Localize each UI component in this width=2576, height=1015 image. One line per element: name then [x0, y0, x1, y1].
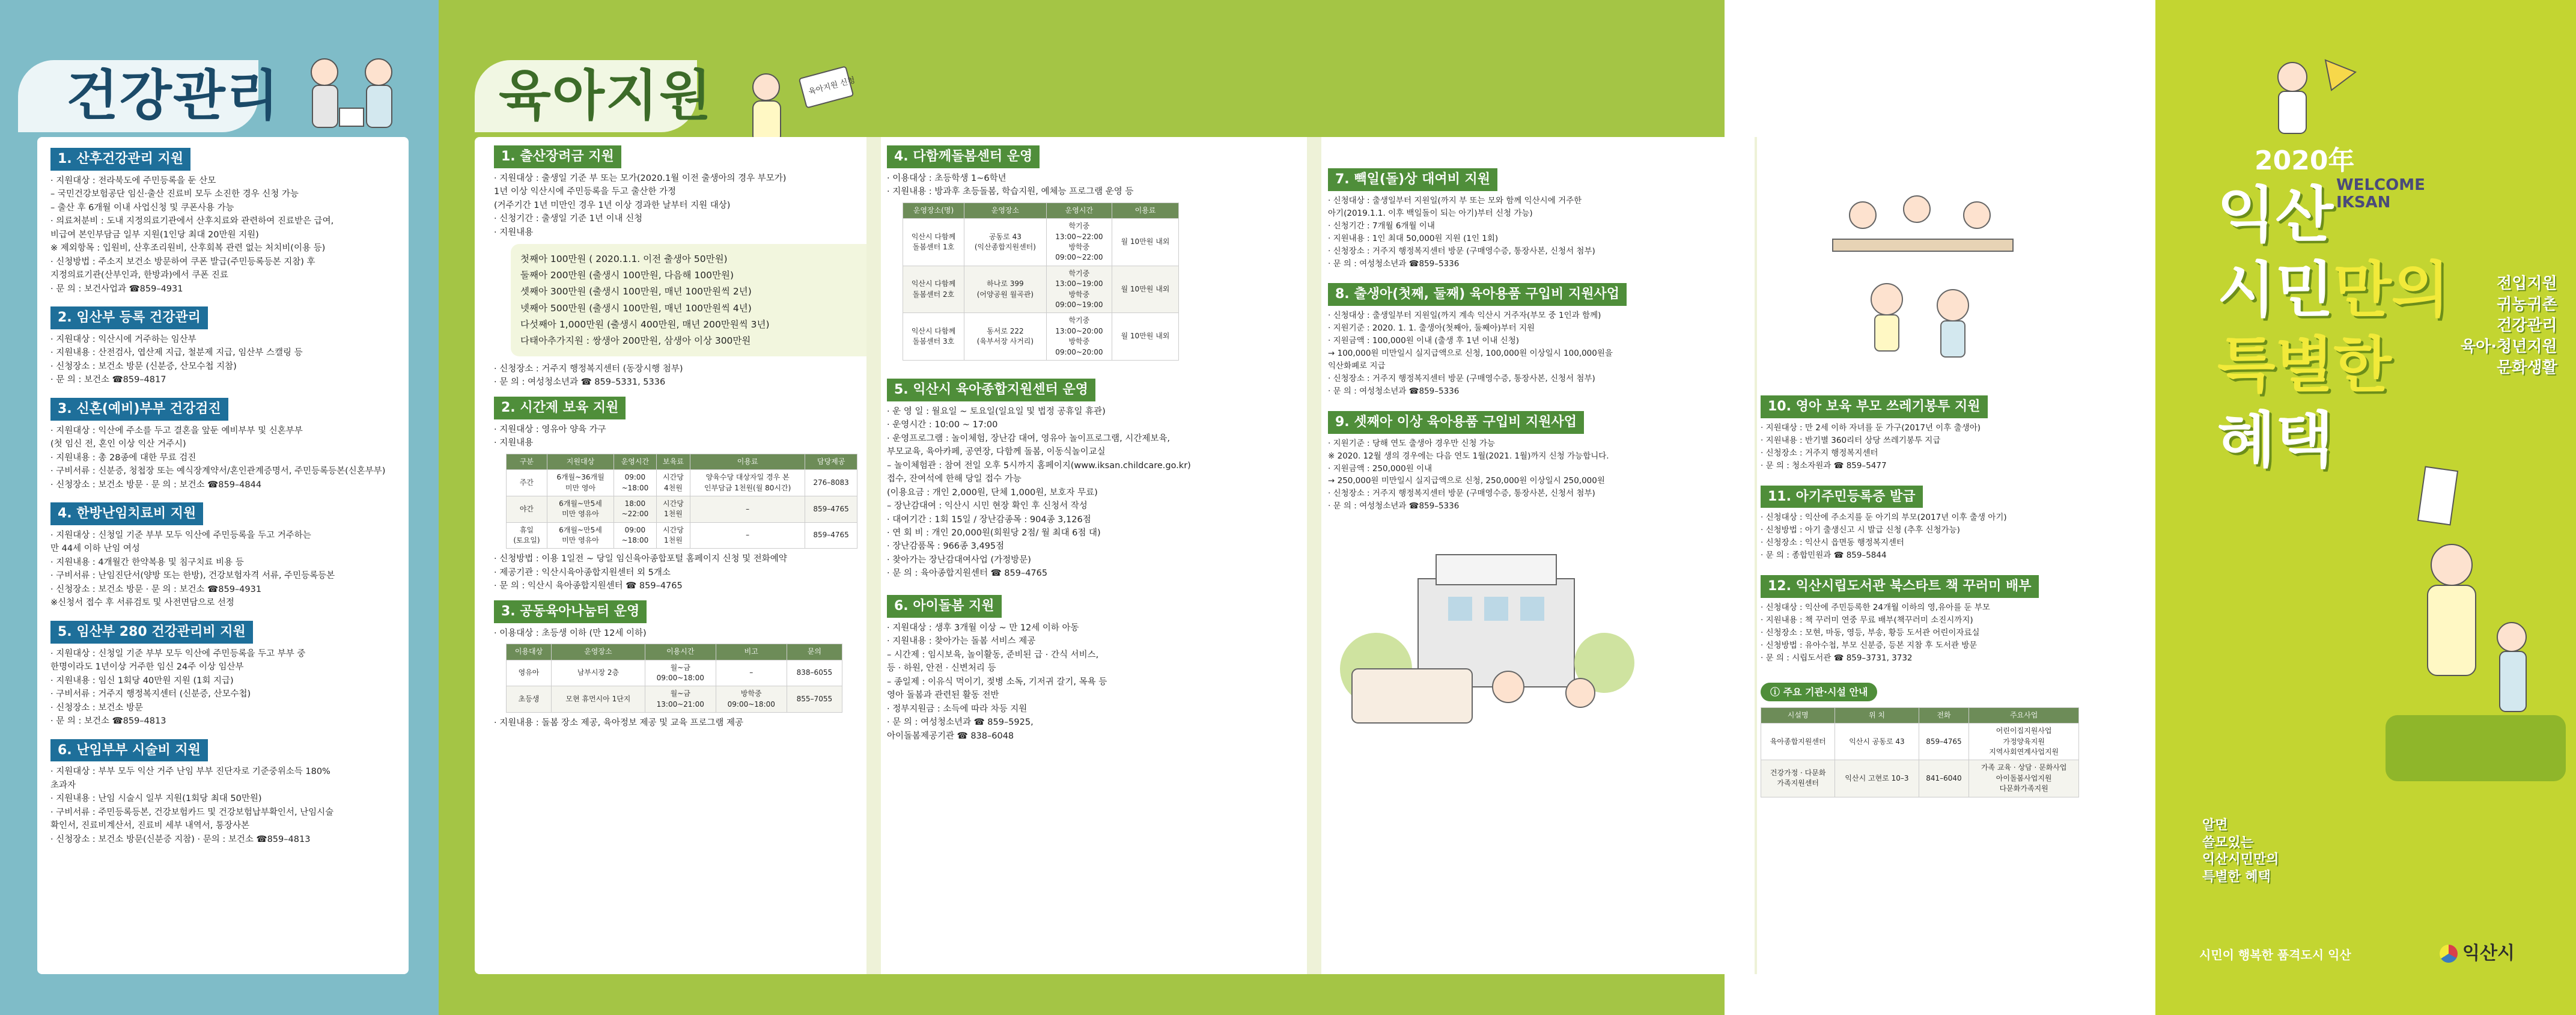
logo — [2440, 940, 2515, 967]
section-body: · 지원대상 : 만 2세 이하 자녀를 둔 가구(2017년 이후 출생아) · 지원내용 : 반기별 360리터 상당 쓰레기봉투 지급 · 신청장소 : 거주지 행정복지센터 · 문 의 : 청소자원과 ☎ 859–5477 — [1761, 422, 1981, 471]
cover-tagline: 알면 쓸모있는 익산시민만의 특별한 혜택 — [2202, 818, 2279, 885]
section-body: · 지원대상 : 생후 3개월 이상 ~ 만 12세 이하 아동 · 지원내용 : 찾아가는 돌봄 서비스 제공 – 시간제 : 임시보육, 놀이활동, 준비된 급 · 간식 서비스, 등 · 하원, 안전 · 신변처리 등 – 종일제 : 이유식 먹이기, 젖병 소독, 기저귀 갈기, 목욕 등 영아 돌봄과 관련된 활동 전반 · 정부지원금 : 소득에 따라 차등 지원 · 문 의 : 여성청소년과 ☎ 859–5925, 아이돌봄제공기관 ☎ 838–6048 — [887, 623, 1107, 741]
table-cell: – — [716, 660, 787, 686]
table-cell: 276–8083 — [805, 470, 857, 496]
table-cell: 익산시 고현로 10–3 — [1835, 760, 1919, 797]
family-dining-illustration — [1797, 161, 2049, 365]
table-cell: 가족 교육 · 상담 · 문화사업 아이돌봄사업지원 다문화가족지원 — [1969, 760, 2079, 797]
column-divider — [1755, 137, 1757, 974]
table-cell: 6개월~만5세 미만 영유아 — [547, 522, 614, 549]
health-card — [37, 137, 409, 974]
table-cell: 시간당 4천원 — [656, 470, 690, 496]
table-cell: 18:00 ~22:00 — [614, 496, 657, 522]
table-cell: 학기중 13:00~22:00 방학중 09:00~22:00 — [1046, 219, 1112, 266]
table-cell: 육아종합지원센터 — [1761, 724, 1835, 760]
cover-family-illustration — [2386, 457, 2566, 793]
cover-line2-b: 만의 — [2333, 255, 2450, 325]
health-section — [50, 739, 395, 847]
cover-categories: 전입지원 귀농귀촌 건강관리 육아·청년지원 문화생활 — [2461, 275, 2557, 377]
table-cell: 남부시장 2층 — [552, 660, 645, 686]
table-cell: 859–4765 — [805, 522, 857, 549]
table-cell: 익산시 다함께 돌봄센터 1호 — [903, 219, 964, 266]
section-body: · 지원대상 : 익산시에 거주하는 임산부 · 지원내용 : 산전검사, 엽산제 지급, 철분제 지급, 임산부 스캘링 등 · 신청장소 : 보건소 방문 (신분증, 산모수첩 지참) · 문 의 : 보건소 ☎859–4817 — [50, 335, 303, 385]
table-cell: – — [690, 496, 805, 522]
cover-year: 2020年 — [2255, 145, 2355, 176]
co-parenting-table — [506, 644, 842, 713]
cover-slogan: 시민이 행복한 품격도시 익산 — [2199, 948, 2351, 962]
table-cell: 월~금 13:00~21:00 — [645, 686, 716, 713]
section-title: 9. 셋째아 이상 육아용품 구입비 지원사업 — [1328, 411, 1584, 434]
section-body: · 지원대상 : 영유아 양육 가구 · 지원내용 — [494, 424, 606, 448]
application-note: 육아지원 신청 — [808, 76, 856, 97]
care-center-table — [903, 203, 1179, 361]
childcare-title: 육아지원 — [499, 64, 713, 127]
section-title: 11. 아기주민등록증 발급 — [1761, 486, 1923, 508]
table-cell: 학기중 13:00~20:00 방학중 09:00~20:00 — [1046, 313, 1112, 361]
table-row — [1761, 724, 2079, 760]
table-cell: 양육수당 대상자일 경우 본 인부담금 1천원(월 80시간) — [690, 470, 805, 496]
section-title: 4. 한방난임치료비 지원 — [50, 502, 203, 525]
table-header: 시설명 — [1761, 707, 1835, 723]
cover-welcome: WELCOME IKSAN — [2336, 176, 2425, 212]
section-footer: · 신청장소 : 거주지 행정복지센터 (동장시행 첨부) · 문 의 : 여성청소년과 ☎ 859–5331, 5336 — [494, 364, 683, 388]
table-cell: 09:00 ~18:00 — [614, 470, 657, 496]
section-title: 2. 임산부 등록 건강관리 — [50, 306, 208, 329]
section-body: · 신청대상 : 출생일부터 지원일(까지 계속 익산시 거주자(부모 중 1인과 함께) · 지원기준 : 2020. 1. 1. 출생아(첫째아, 둘째아)부터 지원 · 지원금액 : 100,000원 이내 (출생 후 1년 이내 신청) → 100,000원 미만일시 실지급액으로 신청, 100,000원 이상일시 100,000원을 익산화폐로 지급 · 신청장소 : 거주지 행정복지센터 방문 (구매영수증, 통장사본, 신청서 첨부) · 문 의 : 여성청소년과 ☎859–5336 — [1328, 311, 1613, 396]
table-row — [507, 686, 842, 713]
column-2 — [887, 137, 1283, 974]
table-cell: 방학중 09:00~18:00 — [716, 686, 787, 713]
table-cell: 841–6040 — [1919, 760, 1969, 797]
logo-text: 익산시 — [2462, 943, 2515, 964]
table-cell: 859–4765 — [1919, 724, 1969, 760]
health-section — [50, 306, 395, 387]
section-body: · 지원대상 : 신청일 기준 부부 모두 익산에 주민등록을 두고 부부 중 한명이라도 1년이상 거주한 임신 24주 이상 임산부 · 지원내용 : 임신 1회당 40만원 지원 (1회 지급) · 구비서류 : 거주지 행정복지센터 (신분증, 산모수첩) · 신청장소 : 보건소 방문 · 문 의 : 보건소 ☎859–4813 — [50, 648, 306, 727]
table-cell: 휴일 (토요일) — [507, 522, 547, 549]
section-body: · 지원대상 : 전라북도에 주민등록을 둔 산모 – 국민건강보험공단 임신·출산 진료비 모두 소진한 경우 신청 가능 – 출산 후 6개월 이내 사업신청 및 쿠폰사용 가능 · 의료처분비 : 도내 지정의료기관에서 산후치료와 관련하여 진료받은 급여, 비급여 본인부담금 일부 지원(1인당 최대 20만원 지원) ※ 제외항목 : 입원비, 산후조리원비, 산후회복 관련 없는 처치비(이용 등) · 신청방법 : 주소지 보건소 방문하여 쿠폰 발급(주민등록등본 지참) 후 지정의료기관(산부인과, 한방과)에서 쿠폰 진료 · 문 의 : 보건사업과 ☎859–4931 — [50, 175, 334, 294]
section-title: 6. 난임부부 시술비 지원 — [50, 739, 208, 762]
table-header: 전화 — [1919, 707, 1969, 723]
table-row — [507, 470, 857, 496]
table-row — [1761, 760, 2079, 797]
table-row — [507, 522, 857, 549]
table-cell: 09:00 ~18:00 — [614, 522, 657, 549]
table-cell: 859–4765 — [805, 496, 857, 522]
table-cell: 모현 휴먼시아 1단지 — [552, 686, 645, 713]
table-header: 운영장소(명) — [903, 203, 964, 218]
table-cell: 시간당 1천원 — [656, 522, 690, 549]
table-row — [507, 660, 842, 686]
table-cell: 월~금 09:00~18:00 — [645, 660, 716, 686]
table-header: 운영시간 — [1046, 203, 1112, 218]
table-cell: 시간당 1천원 — [656, 496, 690, 522]
section-title: 10. 영아 보육 부모 쓰레기봉투 지원 — [1761, 395, 1988, 418]
table-cell: 월 10만원 내외 — [1112, 313, 1178, 361]
table-cell: 익산시 다함께 돌봄센터 2호 — [903, 266, 964, 313]
table-row — [507, 496, 857, 522]
table-cell: 학기중 13:00~19:00 방학중 09:00~19:00 — [1046, 266, 1112, 313]
section-title: 2. 시간제 보육 지원 — [494, 397, 626, 419]
table-cell: 동서로 222 (육부서장 사거리) — [964, 313, 1047, 361]
section-footer: · 지원내용 : 돌봄 장소 제공, 육아정보 제공 및 교육 프로그램 제공 — [494, 718, 743, 728]
table-row — [903, 266, 1179, 313]
childcare-card — [475, 137, 2155, 974]
table-cell: 838–6055 — [787, 660, 842, 686]
table-header: 주요사업 — [1969, 707, 2079, 723]
table-header: 운영시간 — [614, 454, 657, 469]
table-cell: – — [690, 522, 805, 549]
health-section — [50, 398, 395, 492]
table-cell: 익산시 다함께 돌봄센터 3호 — [903, 313, 964, 361]
section-title: 3. 공동육아나눔터 운영 — [494, 600, 647, 623]
section-title: 1. 산후건강관리 지원 — [50, 148, 190, 171]
table-header: 이용료 — [690, 454, 805, 469]
birth-grant-box: 첫째아 100만원 ( 2020.1.1. 이전 출생아 50만원) 둘째아 200만원 (출생시 100만원, 다음해 100만원) 셋째아 300만원 (출생시 100만원, 매년 100만원씩 2년) 넷째아 500만원 (출생시 100만원, 매년 100만원씩 4년) 다섯째아 1,000만원 (출생시 400만원, 매년 200만원씩 3년) 다태아추가지원 : 쌍생아 200만원, 삼생아 이상 300만원 — [511, 244, 878, 356]
column-divider — [1307, 137, 1321, 974]
table-header: 문의 — [787, 644, 842, 660]
facility-info-title: ⓘ 주요 기관·시설 안내 — [1761, 683, 1877, 701]
section-title: 5. 익산시 육아종합지원센터 운영 — [887, 379, 1095, 401]
table-header: 운영장소 — [964, 203, 1047, 218]
table-cell: 어린이집지원사업 가정양육지원 지역사회연계사업지원 — [1969, 724, 2079, 760]
facility-table — [1761, 707, 2079, 797]
section-title: 12. 익산시립도서관 북스타트 책 꾸러미 배부 — [1761, 575, 2039, 598]
section-title: 7. 빽일(돌)상 대여비 지원 — [1328, 168, 1497, 191]
section-body: · 이용대상 : 초등학생 1~6학년 · 지원내용 : 방과후 초등돌봄, 학습지원, 예체능 프로그램 운영 등 — [887, 173, 1134, 197]
section-body: · 신청대상 : 출생일부터 지원일(까지 부 또는 모와 함께 익산시에 거주한 아기(2019.1.1. 이후 백일돌이 되는 아기)부터 신청 가능) · 신청기간 : 7개월 6개월 이내 · 지원내용 : 1인 최대 50,000원 지원 (1인 1회) · 신청장소 : 거주지 행정복지센터 방문 (구매영수증, 통장사본, 신청서 첨부) · 문 의 : 여성청소년과 ☎859–5336 — [1328, 195, 1595, 269]
table-row — [903, 219, 1179, 266]
section-body: · 이용대상 : 초등생 이하 (만 12세 이하) — [494, 628, 647, 638]
table-cell: 초등생 — [507, 686, 552, 713]
section-title: 5. 임산부 280 건강관리비 지원 — [50, 621, 253, 644]
health-section — [50, 621, 395, 728]
column-3 — [1328, 137, 1743, 974]
table-header: 구분 — [507, 454, 547, 469]
table-cell: 6개월~36개월 미만 영아 — [547, 470, 614, 496]
table-header: 운영장소 — [552, 644, 645, 660]
table-cell: 야간 — [507, 496, 547, 522]
table-cell: 하나로 399 (어양공원 월곡관) — [964, 266, 1047, 313]
section-body: · 운 영 일 : 월요일 ~ 토요일(일요일 및 법정 공휴일 휴관) · 운영시간 : 10:00 ~ 17:00 · 운영프로그램 : 놀이체험, 장난감 대여, 영유아 놀이프로그램, 시간제보육, 부모교육, 육아카페, 공연장, 다함께 돌봄, 이동식놀이교실 – 놀이체험관 : 참여 전일 오후 5시까지 홈페이지(www.iksan.childcare.go.kr) 접수, 잔여석에 한해 당일 접수 가능 (이용요금 : 개인 2,000원, 단체 1,000원, 보호자 무료) – 장난감대여 : 익산시 시민 현장 확인 후 신청서 작성 · 대여기간 : 1회 15일 / 장난감종목 : 904종 3,126점 · 연 회 비 : 개인 20,000원(회원당 2점/ 월 최대 6점 대) · 장난감품목 : 966종 3,495점 · 찾아가는 장난감대여사업 (가정방문) · 문 의 : 육아종합지원센터 ☎ 859–4765 — [887, 406, 1191, 579]
section-body: · 신청대상 : 익산에 주민등록한 24개월 이하의 영,유아를 둔 부모 · 지원내용 : 책 꾸러미 연중 무료 배부(책꾸러미 소진시까지) · 신청장소 : 모현, 마동, 영등, 부송, 황등 도서관 어린이자료실 · 신청방법 : 유아수첩, 부모 신분증, 등본 지참 후 도서관 방문 · 문 의 : 시립도서관 ☎ 859–3731, 3732 — [1761, 603, 1990, 663]
cover-line3: 특별한 — [2217, 330, 2392, 400]
section-body: · 지원대상 : 부부 모두 익산 거주 난임 부부 진단자로 기준중위소득 180% 초과자 · 지원내용 : 난임 시술시 일부 지원(1회당 최대 50만원) · 구비서류 : 주민등록등본, 건강보험카드 및 건강보험납부확인서, 난임시술 확인서, 진료비계산서, 진료비 세부 내역서, 통장사본 · 신청장소 : 보건소 방문(신분증 지참) · 문의 : 보건소 ☎859–4813 — [50, 767, 334, 844]
table-cell: 주간 — [507, 470, 547, 496]
table-row — [903, 313, 1179, 361]
center-building-illustration — [1328, 531, 1640, 729]
table-header: 비고 — [716, 644, 787, 660]
health-section — [50, 502, 395, 610]
table-cell: 건강가정 · 다문화 가족지원센터 — [1761, 760, 1835, 797]
table-cell: 6개월~만5세 미만 영유아 — [547, 496, 614, 522]
table-header: 이용대상 — [507, 644, 552, 660]
family-illustration — [288, 48, 415, 138]
section-title: 1. 출산장려금 지원 — [494, 145, 621, 168]
table-cell: 월 10만원 내외 — [1112, 266, 1178, 313]
section-title: 6. 아이돌봄 지원 — [887, 595, 1002, 618]
cover-person-illustration — [2259, 54, 2361, 138]
table-header: 담당제공 — [805, 454, 857, 469]
table-cell: 영유아 — [507, 660, 552, 686]
health-section — [50, 148, 395, 296]
section-body: · 지원대상 : 신청일 기준 부부 모두 익산에 주민등록을 두고 거주하는 만 44세 이하 난임 여성 · 지원내용 : 4개월간 한약복용 및 침구치료 비용 등 · 구비서류 : 난임진단서(양방 또는 한방), 건강보험자격 서류, 주민등록등본 · 신청장소 : 보건소 방문 · 문 의 : 보건소 ☎859–4931 ※신청서 접수 후 서류검토 및 사전면담으로 선정 — [50, 531, 335, 608]
table-header: 이용시간 — [645, 644, 716, 660]
cover-line2-a: 시민 — [2217, 255, 2334, 325]
table-cell: 855–7055 — [787, 686, 842, 713]
hourly-care-table — [506, 454, 857, 549]
column-divider — [866, 137, 881, 974]
table-cell: 익산시 공동로 43 — [1835, 724, 1919, 760]
cover-line1: 익산 — [2217, 180, 2334, 250]
table-header: 위 치 — [1835, 707, 1919, 723]
section-body: · 지원기준 : 당해 연도 출생아 경우만 신청 가능 ※ 2020. 12월 생의 경우에는 다음 연도 1월(2021. 1월)까지 신청 가능합니다. · 지원금액 : 250,000원 이내 → 250,000원 미만일시 실지급액으로 신청, 250,000원 이상일시 250,000원 · 신청장소 : 거주지 행정복지센터 방문 (구매영수증, 통장사본, 신청서 첨부) · 문 의 : 여성청소년과 ☎859–5336 — [1328, 438, 1609, 511]
column-1 — [494, 137, 878, 974]
table-header: 보육료 — [656, 454, 690, 469]
table-header: 지원대상 — [547, 454, 614, 469]
cover-line2 — [2217, 246, 2449, 334]
section-title: 8. 출생아(첫째, 둘째) 육아용품 구입비 지원사업 — [1328, 283, 1627, 306]
cover-line4: 혜택 — [2217, 405, 2334, 475]
table-cell: 월 10만원 내외 — [1112, 219, 1178, 266]
table-cell: 공동로 43 (익산종합지원센터) — [964, 219, 1047, 266]
section-body: · 신청대상 : 익산에 주소지를 둔 아기의 부모(2017년 이후 출생 아기) · 신청방법 : 아기 출생신고 시 발급 신청 (추후 신청가능) · 신청장소 : 익산시 읍면동 행정복지센터 · 문 의 : 종합민원과 ☎ 859–5844 — [1761, 513, 2007, 561]
section-body: · 지원대상 : 출생일 기준 부 또는 모가(2020.1월 이전 출생아의 경우 부모가) 1년 이상 익산시에 주민등록을 두고 출산한 가정 (거주기간 1년 미만인 경우 1년 이상 경과한 날부터 지원 대상) · 신청기간 : 출생일 기준 1년 이내 신청 · 지원내용 — [494, 173, 787, 237]
table-header: 이용료 — [1112, 203, 1178, 218]
section-body: · 지원대상 : 익산에 주소를 두고 결혼을 앞둔 예비부부 및 신혼부부 (첫 임신 전, 혼인 이상 익산 거주시) · 지원내용 : 총 28종에 대한 무료 검진 · 구비서류 : 신분증, 청첩장 또는 예식장계약서/혼인관계증명서, 주민등록등본(신혼부부) · 신청장소 : 보건소 방문 · 문 의 : 보건소 ☎859–4844 — [50, 425, 386, 490]
health-title: 건강관리 — [66, 64, 280, 127]
section-title: 4. 다함께돌봄센터 운영 — [887, 145, 1040, 168]
section-title: 3. 신혼(예비)부부 건강검진 — [50, 398, 228, 421]
section-footer: · 신청방법 : 이용 1일전 ~ 당일 임신육아종합포털 홈페이지 신청 및 전화예약 · 제공기관 : 익산시육아종합지원센터 외 5개소 · 문 의 : 익산시 육아종합지원센터 ☎ 859–4765 — [494, 554, 787, 591]
logo-mark-icon — [2440, 945, 2458, 963]
